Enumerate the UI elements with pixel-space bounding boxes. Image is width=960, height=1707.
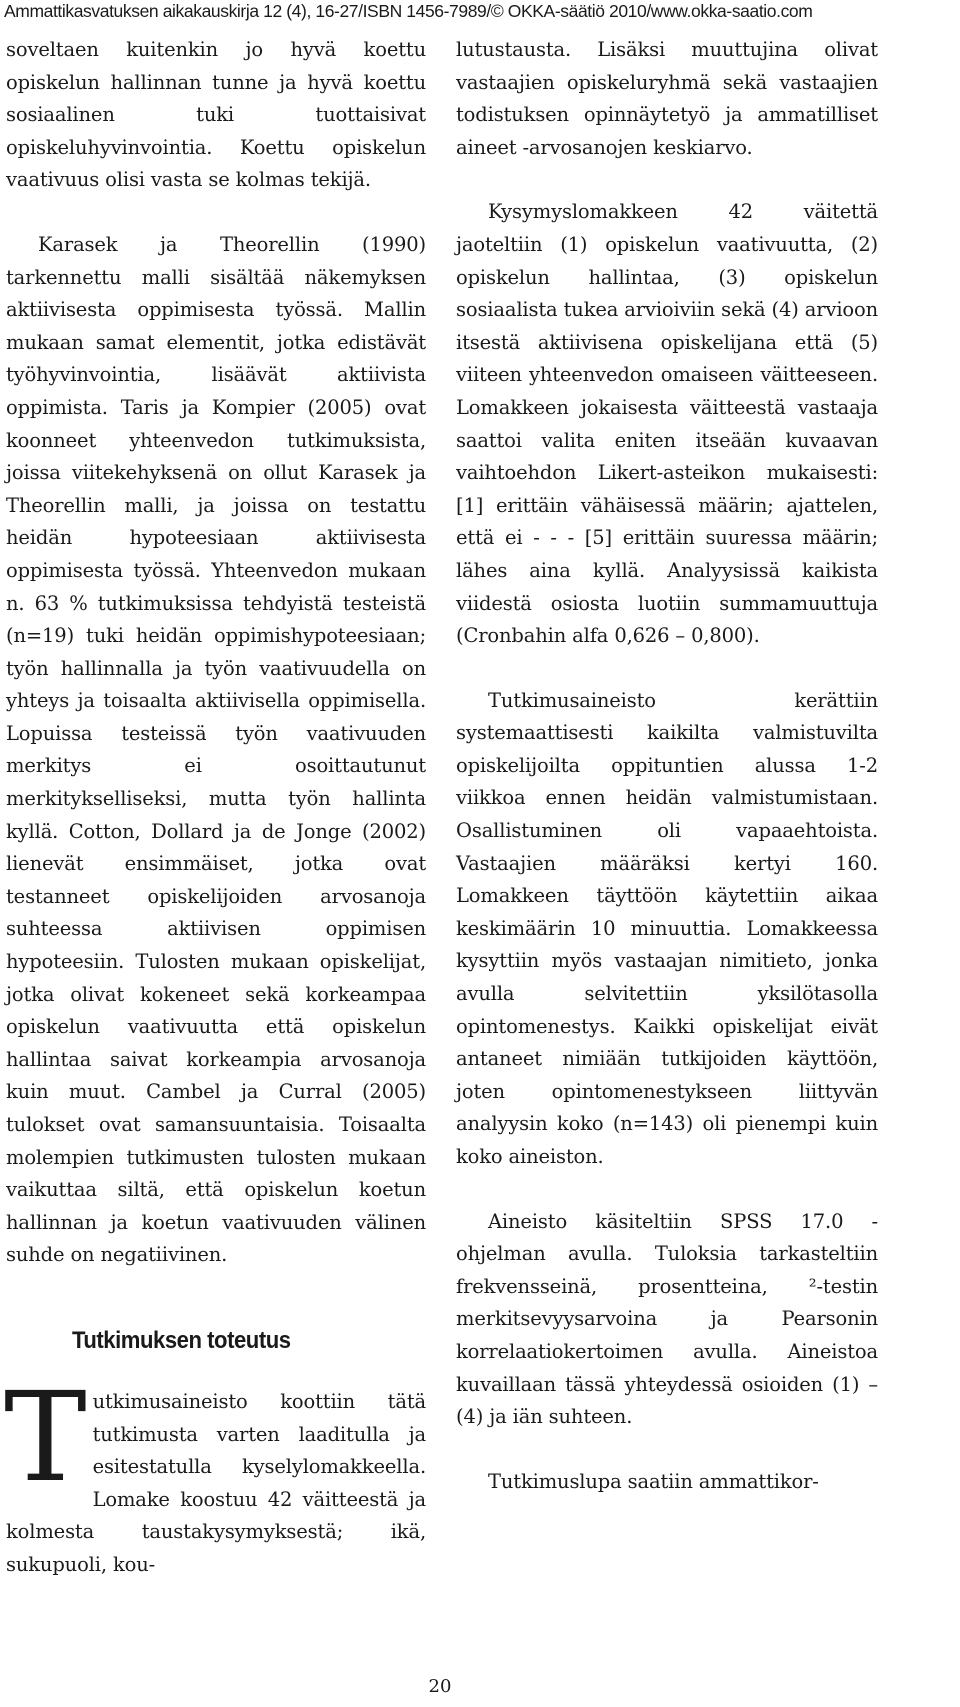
- drop-cap: T: [4, 1365, 87, 1510]
- right-paragraph-4: Aineisto käsiteltiin SPSS 17.0 -ohjelman avulla. Tuloksia tarkasteltiin frekvensseinä, prosentteina, ²-testin merkitsevyysarvoina ja Pearsonin korrelaatiokertoimen avulla. Aineistoa kuvaillaan tässä yhteydessä osioiden (1) – (4) ja iän suhteen.: [456, 1209, 878, 1429]
- right-column: [456, 34, 878, 1498]
- section-heading: Tutkimuksen toteutus: [72, 1326, 291, 1354]
- right-paragraph-3: Tutkimusaineisto kerättiin systemaattisesti kaikilta valmistuvilta opiskelijoilta oppituntien alussa 1-2 viikkoa ennen heidän valmistumistaan. Osallistuminen oli vapaaehtoista. Vastaajien määräksi kertyi 160. Lomakkeen täyttöön käytettiin aikaa keskimäärin 10 minuuttia. Lomakkeessa kysyttiin myös vastaajan nimitieto, jonka avulla selvitettiin yksilötasolla opintomenestys. Kaikki opiskelijat eivät antaneet nimiään tutkijoiden käyttöön, joten opintomenestykseen liittyvän analyysin koko (n=143) oli pienempi kuin koko aineiston.: [456, 688, 878, 1168]
- left-paragraph-1: soveltaen kuitenkin jo hyvä koettu opiskelun hallinnan tunne ja hyvä koettu sosiaalinen tuki tuottaisivat opiskeluhyvinvointia. Koettu opiskelun vaativuus olisi vasta se kolmas tekijä.: [6, 38, 426, 192]
- running-head: Ammattikasvatuksen aikakauskirja 12 (4), 16-27/ISBN 1456-7989/© OKKA-säätiö 2010/www.okka-saatio.com: [4, 1, 813, 21]
- left-paragraph-3-text: utkimusaineisto koottiin tätä tutkimusta varten laaditulla ja esitestatulla kyselylomakkeella. Lomake koostuu 42 väitteestä ja kolmesta taustakysymyksestä; ikä, sukupuoli, kou-: [6, 1389, 426, 1576]
- page-number: 20: [428, 1676, 452, 1697]
- right-paragraph-5: Tutkimuslupa saatiin ammattikor-: [488, 1469, 819, 1493]
- left-column: [6, 34, 426, 1582]
- left-paragraph-3: [4, 1365, 426, 1582]
- left-paragraph-2: Karasek ja Theorellin (1990) tarkennettu malli sisältää näkemyksen aktiivisesta oppimisesta työssä. Mallin mukaan samat elementit, jotka edistävät työhyvinvointia, lisäävät aktiivista oppimista. Taris ja Kompier (2005) ovat koonneet yhteenvedon tutkimuksista, joissa viitekehyksenä on ollut Karasek ja Theorellin malli, ja joissa on testattu heidän hypoteesiaan aktiivisesta oppimisesta työssä. Yhteenvedon mukaan n. 63 % tutkimuksissa tehdyistä testeistä (n=19) tuki heidän oppimishypoteesiaan; työn hallinnalla ja työn vaativuudella on yhteys ja toisaalta aktiivisella oppimisella. Lopuissa testeissä työn vaativuuden merkitys ei osoittautunut merkitykselliseksi, mutta työn hallinta kyllä. Cotton, Dollard ja de Jonge (2002) lienevät ensimmäiset, jotka ovat testanneet opiskelijoiden arvosanoja suhteessa aktiivisen oppimisen hypoteesiin. Tulosten mukaan opiskelijat, jotka olivat kokeneet sekä korkeampaa opiskelun vaativuutta että opiskelun hallintaa saivat korkeampia arvosanoja kuin muut. Cambel ja Curral (2005) tulokset ovat samansuuntaisia. Toisaalta molempien tutkimusten tulosten mukaan vaikuttaa siltä, että opiskelun koetun hallinnan ja koetun vaativuuden välinen suhde on negatiivinen.: [6, 232, 426, 1267]
- right-paragraph-1: lutustausta. Lisäksi muuttujina olivat vastaajien opiskeluryhmä sekä vastaajien todistuksen opinnäytetyö ja ammatilliset aineet -arvosanojen keskiarvo.: [456, 38, 878, 159]
- right-paragraph-2: Kysymyslomakkeen 42 väitettä jaoteltiin (1) opiskelun vaativuutta, (2) opiskelun hallintaa, (3) opiskelun sosiaalista tukea arvioiviin sekä (4) arvioon itsestä aktiivisena opiskelijana että (5) viiteen yhteenvedon omaiseen väitteeseen. Lomakkeen jokaisesta väitteestä vastaaja saattoi valita eniten itseään kuvaavan vaihtoehdon Likert-asteikon mukaisesti: [1] erittäin vähäisessä määrin; ajattelen, että ei - - - [5] erittäin suuressa määrin; lähes aina kyllä. Analyysissä kaikista viidestä osiosta luotiin summamuuttuja (Cronbahin alfa 0,626 – 0,800).: [456, 200, 878, 648]
